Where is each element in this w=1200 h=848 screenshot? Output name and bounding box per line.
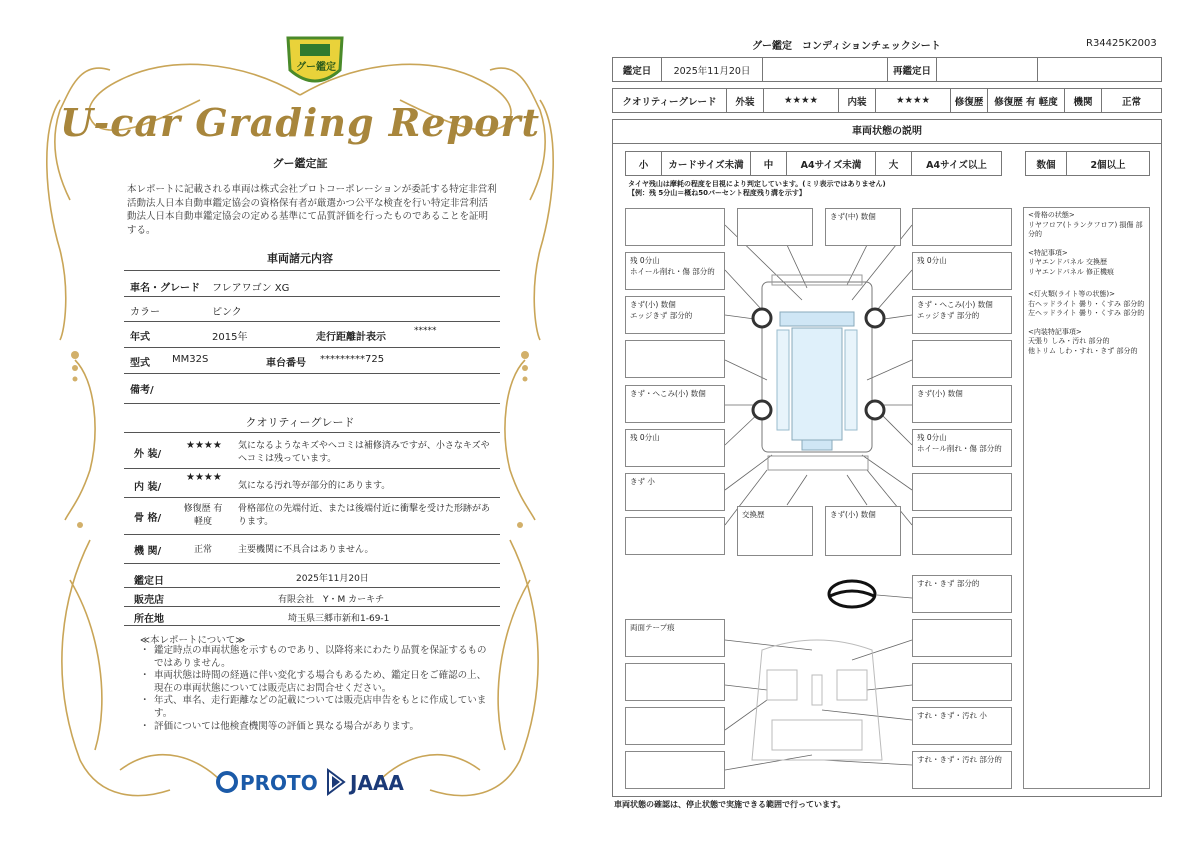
annotation-tape-mark: 両面テープ痕 — [625, 619, 725, 657]
annotation-box — [912, 663, 1012, 701]
frame-desc: 骨格部位の先端付近、または後端付近に衝撃を受けた形跡があります。 — [238, 504, 491, 527]
note-item: ・ 年式、車名、走行距離などの記載については販売店申告をもとに作成しています。 — [140, 695, 490, 720]
interior-heading: <内装特記事項> — [1028, 327, 1082, 336]
frame-text: リヤフロア(トランクフロア) 損傷 部分的 — [1028, 220, 1143, 238]
car-name-label: 車名・グレード — [130, 283, 200, 294]
annotation-box — [625, 663, 725, 701]
interior-text: 他トリム しわ・すれ・きず 部分的 — [1028, 346, 1138, 355]
tire-example-note: 【例：残 5分山＝概ね50パーセント程度残り溝を示す】 — [628, 189, 806, 197]
address-value: 埼玉県三郷市新和1-69-1 — [288, 614, 390, 624]
annotation-box — [625, 208, 725, 246]
leader-lines — [725, 225, 912, 770]
annotation-bottom-mid: きず(小) 数個 — [825, 506, 901, 556]
special-heading: <特記事項> — [1028, 248, 1068, 257]
annotation-box — [625, 751, 725, 789]
exterior-desc: 気になるようなキズやヘコミは補修済みですが、小さなキズやヘコミは残っています。 — [238, 441, 490, 464]
annotation-box — [737, 208, 813, 246]
color-label: カラー — [130, 307, 160, 318]
interior-desc: 気になる汚れ等が部分的にあります。 — [238, 481, 391, 491]
exterior-label: 外装 — [726, 88, 764, 113]
frame-grade: 修復歴 有 軽度 — [183, 504, 223, 527]
frame-heading: <骨格の状態> — [1028, 211, 1075, 219]
interior-label: 内 装/ — [134, 482, 162, 493]
note-item: ・ 評価については他検査機関等の評価と異なる場合があります。 — [140, 721, 490, 734]
car-interior-view-icon — [752, 640, 882, 760]
engine-label: 機関 — [1064, 88, 1102, 113]
repair-value: 修復歴 有 軽度 — [987, 88, 1065, 113]
annotation-box — [625, 340, 725, 378]
frame-label: 骨 格/ — [134, 513, 162, 524]
annotation-bottom-left: 交換歴 — [737, 506, 813, 556]
address-label: 所在地 — [134, 614, 164, 625]
proto-logo-icon — [216, 770, 238, 794]
size-small-desc: カードサイズ未満 — [661, 151, 751, 176]
annotation-box — [912, 340, 1012, 378]
steering-wheel-icon — [829, 581, 875, 607]
note-item: ・ 鑑定時点の車両状態を示すものであり、以降将来にわたり品質を保証するものではありません。 — [140, 645, 490, 670]
model-value: MM32S — [172, 354, 209, 365]
interior-text: 天張り しみ・汚れ 部分的 — [1028, 337, 1110, 345]
dealer-value: 有限会社 Y・M カーキチ — [278, 595, 385, 605]
annotation-box — [912, 208, 1012, 246]
reinspect-label: 再鑑定日 — [887, 57, 937, 82]
intro-text: 本レポートに記載される車両は株式会社プロトコーポレーションが委託する特定非営利活動法人日本自動車鑑定協会の資格保有者が厳選かつ公平な検査を行い特定非営利活動法人日本自動車鑑定協会の定める基準にて品質評価を行ったものであることを証明する。 — [127, 184, 497, 236]
color-value: ピンク — [212, 307, 242, 318]
size-medium-label: 中 — [750, 151, 787, 176]
quality-label: クオリティーグレード — [612, 88, 727, 113]
engine-label: 機 関/ — [134, 546, 162, 557]
annotation-left-rear-tire: 残 0分山 — [625, 429, 725, 467]
dealer-label: 販売店 — [134, 595, 164, 606]
annotation-box — [625, 517, 725, 555]
annotation-box — [912, 517, 1012, 555]
chassis-label: 車台番号 — [266, 358, 306, 369]
sheet-title: グー鑑定 コンディションチェックシート — [752, 41, 941, 52]
annotation-left-front: きず(小) 数個 エッジきず 部分的 — [625, 296, 725, 334]
tire-note: タイヤ残山は摩耗の程度を目視により判定しています。(ミリ表示ではありません) — [628, 180, 886, 188]
repair-label: 修復歴 — [950, 88, 988, 113]
engine-grade: 正常 — [194, 545, 213, 555]
appraisal-date-value: 2025年11月20日 — [296, 574, 369, 584]
annotation-floor: すれ・きず・汚れ 部分的 — [912, 751, 1012, 789]
size-large-desc: A4サイズ以上 — [911, 151, 1002, 176]
annotation-box — [912, 619, 1012, 657]
annotation-box — [625, 707, 725, 745]
sheet-footer: 車両状態の確認は、停止状態で実施できる範囲で行っています。 — [614, 800, 846, 809]
size-small-label: 小 — [625, 151, 662, 176]
chassis-value: *********725 — [320, 354, 385, 365]
year-value: 2015年 — [212, 332, 248, 343]
count-label: 数個 — [1025, 151, 1067, 176]
proto-logo-text: PROTO — [240, 771, 318, 795]
model-label: 型式 — [130, 358, 150, 369]
report-title: U-car Grading Report — [59, 100, 541, 145]
badge-label: グー鑑定 — [296, 62, 336, 73]
interior-label: 内装 — [838, 88, 876, 113]
engine-desc: 主要機関に不具合はありません。 — [238, 545, 374, 555]
appraisal-date-label: 鑑定日 — [134, 576, 164, 587]
annotation-left-side: きず・へこみ(小) 数個 — [625, 385, 725, 423]
car-top-view-icon — [753, 275, 884, 470]
date-empty-cell — [762, 57, 888, 82]
jaaa-logo-text: JAAA — [350, 771, 404, 795]
note-item: ・ 車両状態は時間の経過に伴い変化する場合もあるため、鑑定日をご確認の上、現在の車両状態については販売店にお問合せください。 — [140, 670, 490, 695]
light-text: 右ヘッドライト 曇り・くすみ 部分的 — [1028, 299, 1145, 308]
remarks-label: 備考/ — [130, 385, 154, 396]
reinspect-value — [936, 57, 1038, 82]
date-value: 2025年11月20日 — [661, 57, 763, 82]
quality-heading: クオリティーグレード — [245, 416, 355, 429]
annotation-left-front-tire: 残 0分山 ホイール削れ・傷 部分的 — [625, 252, 725, 290]
special-text: リヤエンドパネル 修正機痕 — [1028, 267, 1114, 276]
section-title: 車両状態の説明 — [612, 119, 1162, 144]
date-empty-cell — [1037, 57, 1162, 82]
exterior-label: 外 装/ — [134, 449, 162, 460]
annotation-right-rear-tire: 残 0分山 ホイール削れ・傷 部分的 — [912, 429, 1012, 467]
exterior-value: ★★★★ — [763, 88, 839, 113]
size-large-label: 大 — [875, 151, 912, 176]
size-medium-desc: A4サイズ未満 — [786, 151, 876, 176]
annotation-right-front: きず・へこみ(小) 数個 エッジきず 部分的 — [912, 296, 1012, 334]
annotation-steering: すれ・きず 部分的 — [912, 575, 1012, 613]
car-name-value: フレアワゴン XG — [212, 283, 290, 294]
interior-value: ★★★★ — [875, 88, 951, 113]
annotation-top-mid: きず(中) 数個 — [825, 208, 901, 246]
jaaa-logo-icon — [326, 768, 346, 796]
notes-list — [140, 645, 490, 733]
interior-grade: ★★★★ — [186, 472, 222, 483]
special-text: リヤエンドパネル 交換歴 — [1028, 258, 1107, 266]
annotation-left-rear: きず 小 — [625, 473, 725, 511]
mileage-label: 走行距離計表示 — [316, 332, 386, 343]
exterior-grade: ★★★★ — [186, 440, 222, 451]
spec-heading: 車両諸元内容 — [267, 252, 333, 265]
notes-heading: ≪本レポートについて≫ — [140, 635, 246, 646]
count-desc: 2個以上 — [1066, 151, 1150, 176]
annotation-seat: すれ・きず・汚れ 小 — [912, 707, 1012, 745]
details-panel — [1023, 207, 1150, 789]
date-label: 鑑定日 — [612, 57, 662, 82]
annotation-box — [912, 473, 1012, 511]
annotation-right-side: きず(小) 数個 — [912, 385, 1012, 423]
light-text: 左ヘッドライト 曇り・くすみ 部分的 — [1028, 309, 1145, 317]
sheet-id: R34425K2003 — [1086, 38, 1157, 49]
light-heading: <灯火類(ライト等の状態)> — [1028, 290, 1115, 298]
certificate-heading: グー鑑定証 — [272, 157, 328, 170]
mileage-value: ***** — [414, 326, 437, 336]
annotation-right-front-tire: 残 0分山 — [912, 252, 1012, 290]
year-label: 年式 — [130, 332, 150, 343]
engine-value: 正常 — [1101, 88, 1162, 113]
